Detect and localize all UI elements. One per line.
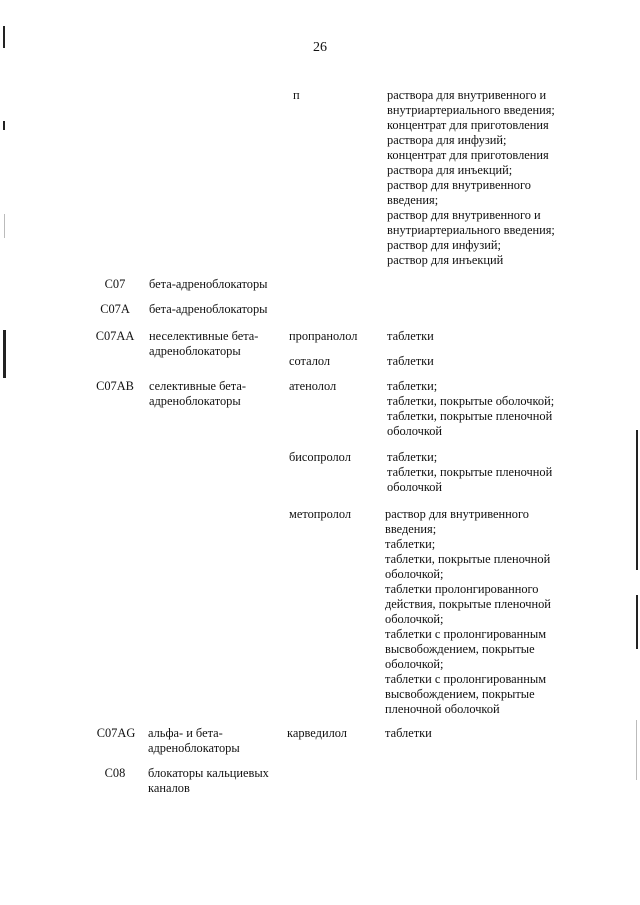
- dosage-forms-cell: таблетки: [387, 329, 434, 343]
- drug-name-cell: бисопролол: [289, 450, 351, 464]
- dosage-forms-cell: таблетки: [385, 726, 432, 740]
- atc-group-cell: бета-адреноблокаторы: [149, 302, 268, 316]
- scan-mark: [3, 121, 5, 130]
- dosage-forms-cell: раствора для внутривенного и внутриартериального введения; концентрат для приготовления раствора для инфузий; концентрат для приготовления раствора для инъекций; раствор для внутривенного введения; раствор для внутривенного и внутриартериального введения; раствор для инфузий; раствор для инъекций: [387, 88, 555, 267]
- atc-code-cell: C07AA: [95, 329, 135, 343]
- scan-mark: [636, 595, 638, 649]
- scan-mark: [636, 720, 637, 780]
- drug-name-cell: атенолол: [289, 379, 337, 393]
- scan-mark: [3, 26, 5, 48]
- atc-group-cell: селективные бета- адреноблокаторы: [149, 379, 246, 408]
- drug-name-cell: пропранолол: [289, 329, 358, 343]
- atc-group-cell: блокаторы кальциевых каналов: [148, 766, 269, 795]
- atc-code-cell: C07AB: [96, 379, 134, 393]
- drug-name-cell: карведилол: [287, 726, 347, 740]
- dosage-forms-cell: таблетки; таблетки, покрытые пленочной оболочкой: [387, 450, 553, 494]
- atc-code-cell: C07: [104, 277, 126, 291]
- atc-code-cell: C08: [104, 766, 126, 780]
- scan-mark: [4, 214, 5, 238]
- atc-code-cell: C07AG: [96, 726, 136, 740]
- drug-name-cell: метопролол: [289, 507, 352, 521]
- atc-group-cell: бета-адреноблокаторы: [149, 277, 268, 291]
- scan-mark: [3, 330, 6, 378]
- atc-group-cell: альфа- и бета- адреноблокаторы: [148, 726, 240, 755]
- scan-mark: [636, 430, 638, 570]
- atc-group-cell: неселективные бета- адреноблокаторы: [149, 329, 259, 358]
- atc-code-cell: C07A: [100, 302, 130, 316]
- drug-name-cell: п: [293, 88, 300, 102]
- dosage-forms-cell: раствор для внутривенного введения; таблетки; таблетки, покрытые пленочной оболочкой; таблетки пролонгированного действия, покрытые пленочной оболочкой; таблетки с пролонгированным высвобождением, покрытые оболочкой; таблетки с пролонгированным высвобождением, покрытые пленочной оболочкой: [385, 507, 551, 716]
- page-number: 26: [313, 40, 327, 55]
- dosage-forms-cell: таблетки: [387, 354, 434, 368]
- drug-name-cell: соталол: [289, 354, 331, 368]
- dosage-forms-cell: таблетки; таблетки, покрытые оболочкой; таблетки, покрытые пленочной оболочкой: [387, 379, 555, 438]
